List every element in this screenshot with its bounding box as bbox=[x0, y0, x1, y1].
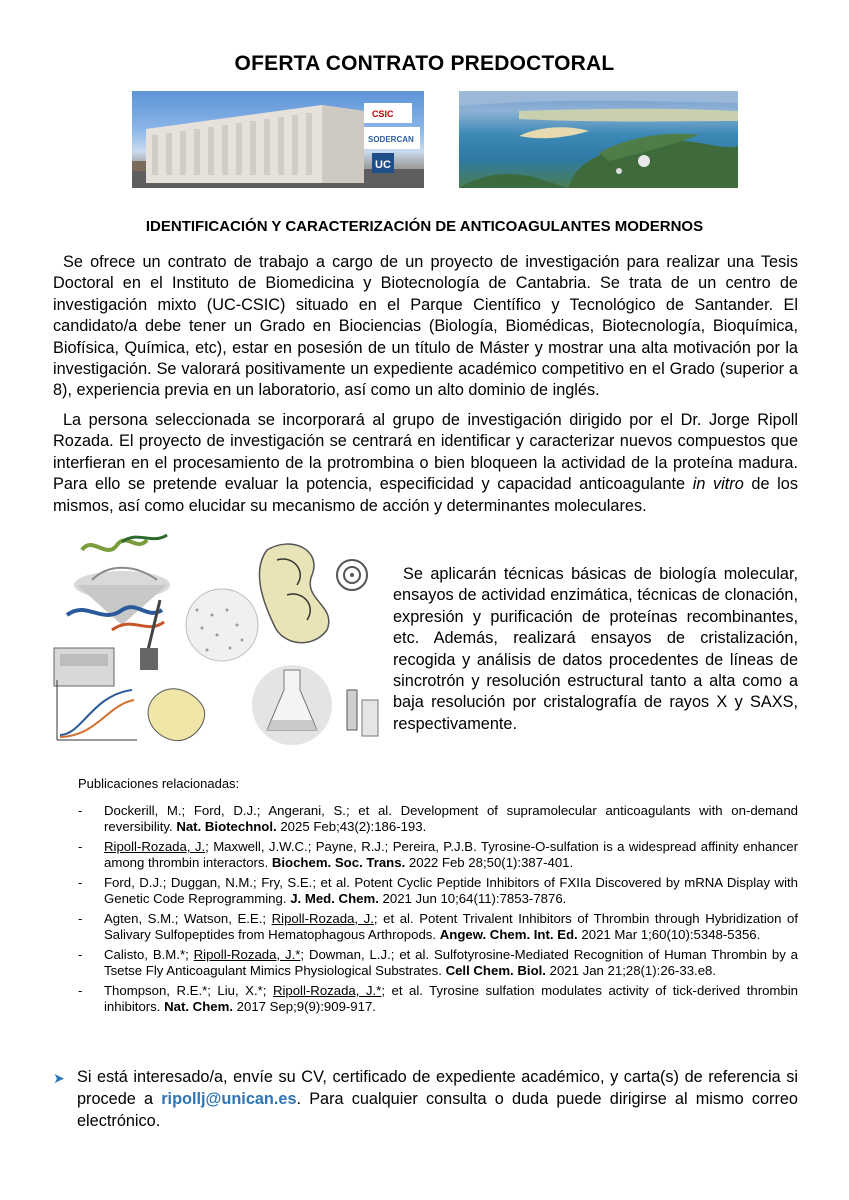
publications-heading: Publicaciones relacionadas: bbox=[78, 776, 240, 791]
uc-logo: UC bbox=[375, 159, 391, 171]
publication-journal: Biochem. Soc. Trans. bbox=[271, 855, 406, 870]
publication-underline: Ripoll-Rozada, J. bbox=[104, 839, 206, 854]
csic-logo: CSIC bbox=[372, 109, 394, 119]
publication-journal: Angew. Chem. Int. Ed. bbox=[439, 927, 578, 942]
santander-coast-photo bbox=[459, 91, 738, 188]
publication-underline: Ripoll-Rozada, J. bbox=[271, 911, 374, 926]
publication-item bbox=[78, 839, 798, 871]
contact-text-a: Si está interesado/a, envíe su CV, certificado de expediente académico, y carta(s) de referencia si procede a bbox=[77, 1068, 798, 1108]
techniques-paragraph: Se aplicarán técnicas básicas de biología molecular, ensayos de actividad enzimática, técnicas de clonación, expresión y purificación de proteínas recombinantes, etc. Además, realizará ensayos de cristalización, recogida y análisis de datos procedentes de líneas de sincrotrón y resolución estructural tanto a alta como a baja resolución por cristalografía de rayos X y SAXS, respectivamente. bbox=[393, 565, 798, 733]
publication-post: 2025 Feb;43(2):186-193. bbox=[276, 819, 427, 834]
publication-post: 2021 Mar 1;60(10):5348-5356. bbox=[577, 927, 761, 942]
publication-item bbox=[78, 911, 798, 943]
publication-journal: J. Med. Chem. bbox=[290, 891, 379, 906]
list-dash: - bbox=[78, 803, 83, 818]
publication-pre: Thompson, R.E.*; Liu, X.*; bbox=[104, 983, 273, 998]
publication-post: 2021 Jun 10;64(11):7853-7876. bbox=[378, 891, 567, 906]
list-dash: - bbox=[78, 875, 83, 890]
contact-callout bbox=[53, 1066, 798, 1132]
publication-post: 2017 Sep;9(9):909-917. bbox=[233, 999, 376, 1014]
techniques-collage-illustration bbox=[52, 530, 382, 750]
publication-mid: ; et al. Tyrosine sulfation modulates activity of tick-derived thrombin inhibitors. bbox=[104, 983, 799, 1014]
p2-text-b: de los mismos, así como elucidar su mecanismo de acción y determinantes moleculares. bbox=[53, 475, 798, 515]
publication-underline: Ripoll-Rozada, J.* bbox=[193, 947, 301, 962]
publication-pre: Dockerill, M.; Ford, D.J.; Angerani, S.; et al. Development of supramolecular anticoagulants with on-demand reversibility. bbox=[104, 803, 798, 834]
list-dash: - bbox=[78, 911, 83, 926]
institute-building-photo bbox=[132, 91, 424, 188]
publication-journal: Cell Chem. Biol. bbox=[445, 963, 546, 978]
p2-text-a: La persona seleccionada se incorporará al grupo de investigación dirigido por el Dr. Jorge Ripoll Rozada. El proyecto de investigación se centrará en identificar y caracterizar nuevos compuestos que interfieran en el procesamiento de la protrombina o bien bloqueen la actividad de la proteína madura. Para ello se pretende evaluar la potencia, especificidad y capacidad anticoagulante bbox=[53, 411, 798, 494]
arrow-bullet-icon: ➤ bbox=[53, 1070, 65, 1086]
section-heading: IDENTIFICACIÓN Y CARACTERIZACIÓN DE ANTICOAGULANTES MODERNOS bbox=[145, 218, 704, 235]
publication-post: 2021 Jan 21;28(1):26-33.e8. bbox=[545, 963, 717, 978]
publication-pre: Calisto, B.M.*; bbox=[104, 947, 194, 962]
p2-italic-term: in vitro bbox=[692, 475, 744, 494]
publication-pre: Ford, D.J.; Duggan, N.M.; Fry, S.E.; et al. Potent Cyclic Peptide Inhibitors of FXIIa Discovered by mRNA Display with Genetic Code Reprogramming. bbox=[104, 875, 798, 906]
list-dash: - bbox=[78, 839, 83, 854]
publication-mid: ; et al. Potent Trivalent Inhibitors of Thrombin through Hybridization of Salivary Sulfopeptides from Hematophagous Arthropods. bbox=[104, 911, 798, 942]
publications-list bbox=[78, 803, 798, 1019]
intro-paragraph: Se ofrece un contrato de trabajo a cargo de un proyecto de investigación para realizar una Tesis Doctoral en el Instituto de Biomedicina y Biotecnología de Cantabria. Se trata de un centro de investigación mixto (UC-CSIC) situado en el Parque Científico y Tecnológico de Santander. El candidato/a debe tener un Grado en Biociencias (Biología, Biomédicas, Biotecnología, Bioquímica, Biofísica, Química, etc), estar en posesión de un título de Máster y mostrar una alta motivación por la investigación. Se valorará positivamente un expediente académico competitivo en el Grado (superior a 8), experiencia previa en un laboratorio, así como un alto dominio de inglés. bbox=[53, 253, 798, 400]
contact-text bbox=[53, 1066, 798, 1132]
publication-journal: Nat. Biotechnol. bbox=[176, 819, 277, 834]
project-paragraph bbox=[53, 410, 798, 517]
publication-post: 2022 Feb 28;50(1):387-401. bbox=[405, 855, 574, 870]
publication-item bbox=[78, 803, 798, 835]
publication-item bbox=[78, 983, 798, 1015]
publication-journal: Nat. Chem. bbox=[164, 999, 233, 1014]
publication-mid: ; Maxwell, J.W.C.; Payne, R.J.; Pereira, P.J.B. Tyrosine-O-sulfation is a widespread affinity enhancer among thrombin interactors. bbox=[104, 839, 798, 870]
contact-email-link[interactable]: ripollj@unican.es bbox=[161, 1090, 297, 1108]
publication-item bbox=[78, 947, 798, 979]
publication-pre: Agten, S.M.; Watson, E.E.; bbox=[104, 911, 272, 926]
publication-mid: ; Dowman, L.J.; et al. Sulfotyrosine-Mediated Recognition of Human Thrombin by a Tsetse Fly Anticoagulant Mimics Physiological Substrates. bbox=[104, 947, 798, 978]
publication-item bbox=[78, 875, 798, 907]
contact-text-b: . Para cualquier consulta o duda puede dirigirse al mismo correo electrónico. bbox=[77, 1090, 798, 1130]
page-title: OFERTA CONTRATO PREDOCTORAL bbox=[234, 52, 615, 75]
sodercan-logo: SODERCAN bbox=[368, 135, 414, 144]
list-dash: - bbox=[78, 947, 83, 962]
publication-underline: Ripoll-Rozada, J.* bbox=[272, 983, 382, 998]
list-dash: - bbox=[78, 983, 83, 998]
